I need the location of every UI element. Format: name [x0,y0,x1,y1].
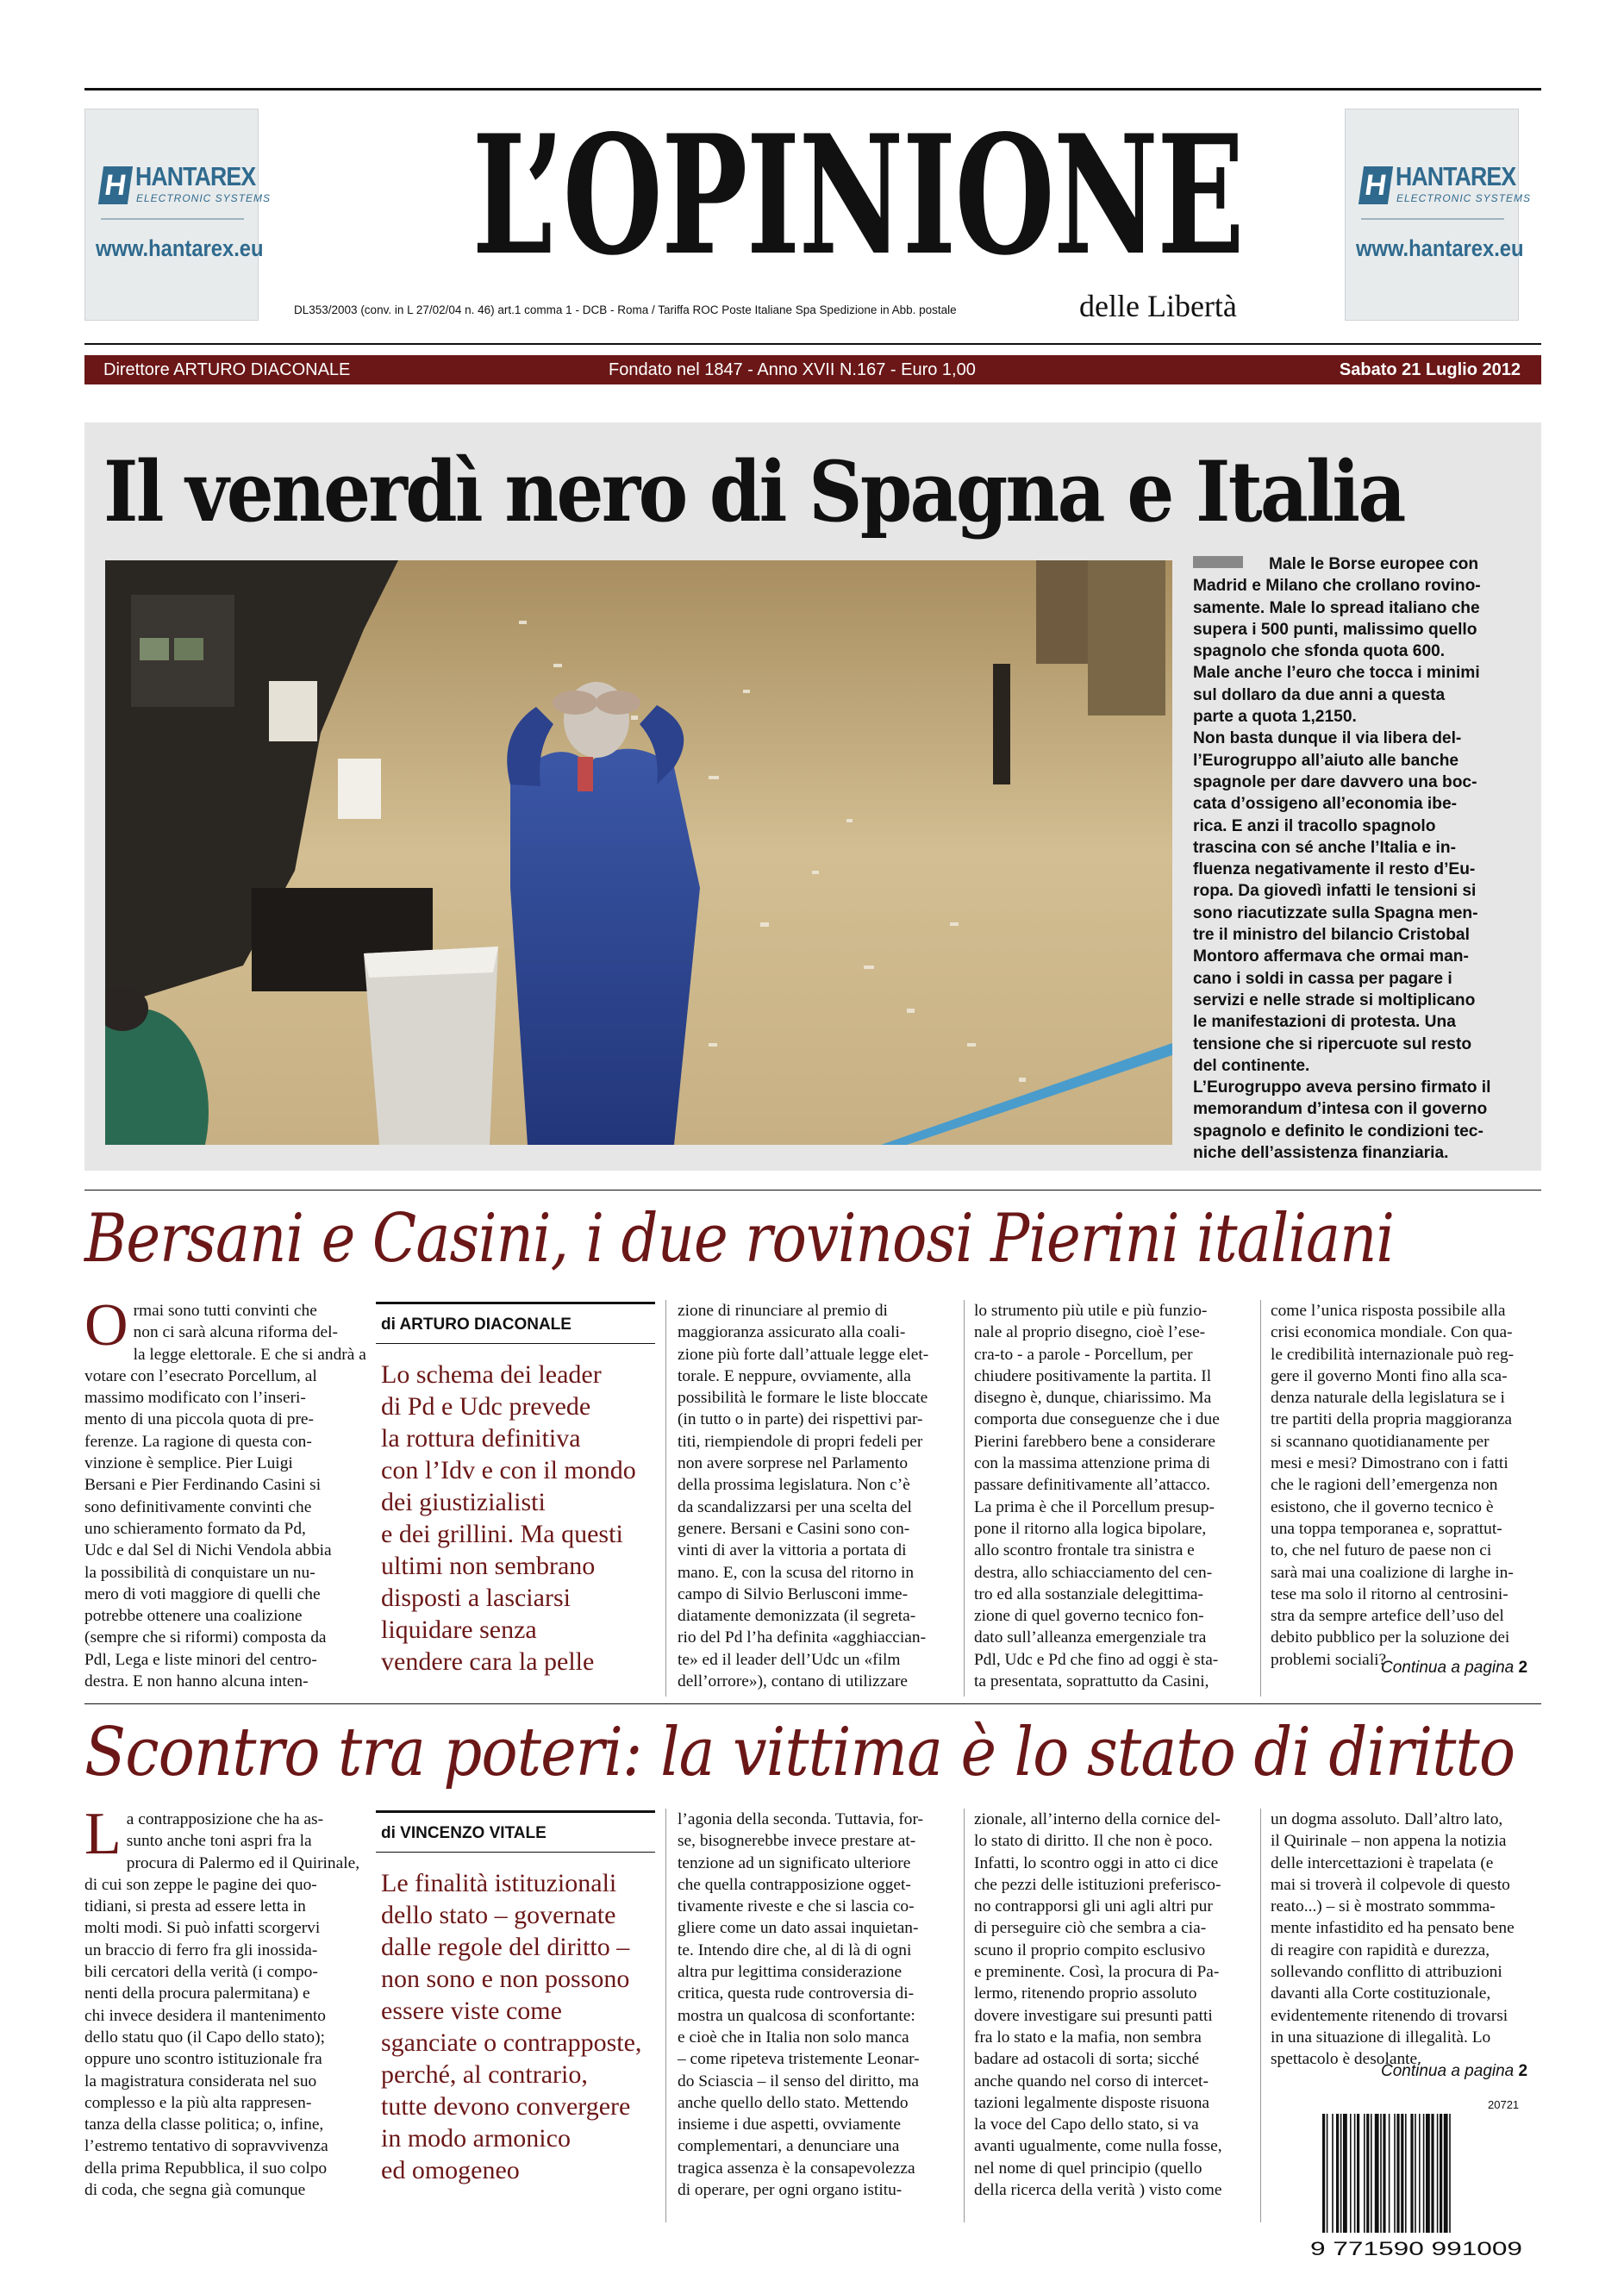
barcode-bar [1449,2114,1451,2233]
text-line: badare ad ostacoli di sorta; sicché [974,2050,1200,2069]
article1-headline[interactable]: Bersani e Casini, i due rovinosi Pierini italiani [84,1200,1395,1278]
text-line: dato sull’alleanza emergenziale tra [974,1628,1207,1647]
ad-url[interactable]: www.hantarex.eu [1356,235,1524,261]
text-line: che quella contrapposizione ogget- [678,1875,911,1894]
pull-quote-line: di Pd e Udc prevede [381,1392,591,1421]
text-line: esistono, che il governo tecnico è [1271,1497,1494,1516]
text-line: gliere come un dato assai inquietan- [678,1919,919,1938]
article1-col3 [678,1300,953,1692]
column-rule [1260,1300,1261,1697]
barcode-bar [1389,2114,1390,2233]
text-line: l’estremo tentativo di sopravvivenza [84,2137,328,2156]
text-line: una toppa temporanea e, soprattut- [1271,1519,1502,1538]
pull-quote-line: essere viste come [381,1997,562,2025]
text-line: della ricerca della verità ) visto come [974,2181,1222,2200]
ad-tagline: ELECTRONIC SYSTEMS [1396,192,1532,204]
barcode-bar [1410,2114,1413,2233]
text-line: scuno il proprio compito esclusivo [974,1940,1206,1959]
article2-headline[interactable]: Scontro tra poteri: la vittima è lo stato di diritto [84,1714,1515,1791]
pull-quote-line: vendere cara la pelle [381,1647,595,1676]
byline[interactable]: di VINCENZO VITALE [381,1824,547,1842]
lead-body-line: spagnole per dare davvero una boc- [1193,772,1477,791]
lead-headline[interactable]: Il venerdì nero di Spagna e Italia [103,443,1404,541]
lead-body-line: del continente. [1193,1056,1310,1075]
text-line: crisi economica mondiale. Con qua- [1271,1323,1513,1342]
barcode-bar [1375,2114,1379,2233]
column-rule [964,1300,965,1697]
barcode-bar [1405,2114,1407,2233]
lead-body-line: L’Eurogruppo aveva persino firmato il [1193,1078,1491,1097]
pull-quote-line: sganciate o contrapposte, [381,2028,642,2057]
text-line: La prima è che il Porcellum presup- [974,1497,1215,1516]
text-line: pone il ritorno alla logica bipolare, [974,1519,1207,1538]
lead-body-line: trascina con sé anche l’Italia e in- [1193,838,1456,857]
barcode-bar [1322,2114,1325,2233]
text-line: possibilità le formare le liste bloccate [678,1389,928,1408]
lead-body-line: Montoro affermava che ormai man- [1193,947,1469,966]
text-line: un dogma assoluto. Dall’altro lato, [1271,1810,1503,1828]
barcode-bar [1327,2114,1328,2233]
lead-body-line: sul dollaro da due anni a questa [1193,685,1446,704]
text-line: lo stato di diritto. Il che non è poco. [974,1832,1213,1851]
text-line: bili cercatori della verità (i compo- [84,1963,318,1982]
barcode-bar [1340,2114,1342,2233]
text-line: complesso e la più alta rappresen- [84,2093,312,2112]
text-line: complementari, a denunciare una [678,2137,900,2156]
lead-body-line: rica. E anzi il tracollo spagnolo [1193,816,1436,835]
barcode-bar [1343,2114,1347,2233]
lead-photo-trading-floor [105,560,1172,1145]
text-line: l’agonia della seconda. Tuttavia, for- [678,1810,924,1828]
text-line: rio del Pd l’ha definita «agghiaccian- [678,1628,927,1647]
text-line: Pierini farebbero bene a considerare [974,1432,1215,1451]
barcode-bar [1415,2114,1416,2233]
text-line: cra-to - a parole - Porcellum, per [974,1345,1193,1364]
article2-col1 [84,1801,360,2201]
text-line: il Quirinale – non appena la notizia [1271,1832,1507,1851]
lead-body-line: fluenza negativamente il resto d’Eu- [1193,860,1476,879]
article2-col4 [974,1809,1250,2201]
text-line: sunto anche toni aspri fra la [126,1832,312,1851]
text-line: mesi e mesi? Dimostrano con i fatti [1271,1454,1508,1473]
text-line: procura di Palermo ed il Quirinale, [126,1853,360,1872]
barcode-bar [1354,2114,1356,2233]
pull-quote-line: liquidare senza [381,1615,537,1644]
text-line: disegno è, dunque, chiarissimo. Ma [974,1389,1212,1408]
barcode-bar [1431,2114,1433,2233]
pull-quote-line: Le finalità istituzionali [381,1869,617,1897]
text-line: to, che nel futuro de paese non ci [1271,1541,1492,1560]
text-line: tenzione ad un significato ulteriore [678,1853,911,1872]
text-line: che le ragioni dell’emergenza non [1271,1476,1498,1495]
text-line: della prossima legislatura. Non c’è [678,1476,910,1495]
barcode-bar [1440,2114,1442,2233]
barcode-bar [1366,2114,1369,2233]
article1-col5 [1271,1300,1538,1671]
text-line: mero di voti maggiore di quelli che [84,1584,321,1603]
text-line: no contrapporsi gli uni agli altri pur [974,1897,1213,1916]
text-line: lermo, ritenendo proprio assoluto [974,1984,1197,2003]
text-line: spettacolo è desolante. [1271,2050,1421,2069]
text-line: le credibilità internazionale può reg- [1271,1345,1515,1364]
text-line: la legge elettorale. E che si andrà a [133,1345,366,1364]
barcode-bars [1307,2097,1527,2260]
barcode-bar [1426,2114,1430,2233]
postal-legal-line: DL353/2003 (conv. in L 27/02/04 n. 46) art.1 comma 1 - DCB - Roma / Tariffa ROC Poste Italiane Spa Spedizione in Abb. postale [294,303,957,316]
barcode-digits: 9 771590 991009 [1310,2238,1522,2259]
text-line: che pezzi delle istituzioni preferisco- [974,1875,1221,1894]
text-line: insieme i due aspetti, ovviamente [678,2115,902,2134]
text-line: Pdl, Udc e Pd che fino ad oggi è sta- [974,1650,1219,1669]
text-line: molti modi. Si può infatti scorgervi [84,1919,321,1938]
text-line: anche quando nel corso di intercet- [974,2072,1209,2090]
text-line: Pdl, Lega e liste minori del centro- [84,1650,317,1669]
text-line: uno schieramento formato da Pd, [84,1519,306,1538]
lead-body-line: tensione che si ripercuote sul resto [1193,1034,1472,1053]
text-line: di cui son zeppe le pagine dei quo- [84,1875,317,1894]
byline-rule [376,1343,655,1344]
continua-link[interactable]: Continua a pagina 2 [1381,1659,1528,1677]
text-line: tivamente riveste e che si lascia co- [678,1897,915,1916]
text-line: di operare, per ogni organo istitu- [678,2181,903,2200]
lead-body-line: ropa. Da giovedì infatti le tensioni si [1193,882,1477,901]
barcode-bar [1401,2114,1403,2233]
founded-issue-price: Fondato nel 1847 - Anno XVII N.167 - Euro 1,00 [609,360,976,379]
paragraph-marker-icon [1193,556,1243,568]
barcode-bar [1332,2114,1334,2233]
barcode-bar [1396,2114,1399,2233]
masthead-subtitle: delle Libertà [1079,289,1237,323]
text-line: vinzione è semplice. Pier Luigi [84,1454,293,1473]
text-line: chi invece desidera il mantenimento [84,2006,326,2025]
lead-story [84,422,1541,1171]
lead-body-line: spagnolo che sfonda quota 600. [1193,642,1446,661]
hantarex-ad-right[interactable] [1345,109,1532,321]
text-line: la possibilità di conquistare un nu- [84,1563,315,1582]
lead-body-line: l’Eurogruppo all’aiuto alle banche [1193,751,1459,770]
text-line: mostra un qualcosa di sconfortante: [678,2006,915,2025]
hantarex-logo [1361,161,1532,209]
text-line: sarà mai una coalizione di larghe in- [1271,1563,1514,1582]
text-line: avanti ugualmente, come nulla fosse, [974,2137,1222,2156]
byline-top-rule [376,1810,655,1813]
hantarex-logo-mark-icon: H [1359,166,1393,204]
text-line: te. Intendo dire che, al di là di ogni [678,1940,912,1959]
text-line: e cioè che in Italia non solo manca [678,2028,909,2047]
lead-body-line: le manifestazioni di protesta. Una [1193,1013,1456,1032]
text-line: con la massima attenzione prima di [974,1454,1211,1473]
text-line: massimo modificato con l’inseri- [84,1389,306,1408]
text-line: mente infastidito ed ha pensato bene [1271,1919,1515,1938]
continua-link[interactable]: Continua a pagina 2 [1381,2062,1528,2080]
pull-quote-line: con l’Idv e con il mondo [381,1456,636,1484]
text-line: – come ripeteva tristemente Leonar- [678,2050,920,2069]
pull-quote-line: tutte devono convergere [381,2092,631,2121]
article2-byline-box [376,1810,655,2190]
text-line: chiudere positivamente la partita. Il [974,1366,1212,1385]
column-rule [665,1809,666,2222]
text-line: passare definitivamente all’attacco. [974,1476,1211,1495]
lead-body-line: cata d’ossigeno all’economia ibe- [1193,795,1458,814]
text-line: genere. Bersani e Casini sono con- [678,1519,910,1538]
text-line: tidiani, si presta ad essere letta in [84,1897,306,1916]
lead-body-line: sono riacutizzate sulla Spagna men- [1193,903,1478,922]
text-line: zionale, all’interno della cornice del- [974,1810,1221,1828]
lead-body-line: servizi e nelle strade si moltiplicano [1193,991,1476,1009]
text-line: tragica assenza è la consapevolezza [678,2159,915,2178]
text-line: lo strumento più utile e più funzio- [974,1302,1208,1320]
text-line: non avere sorprese nel Parlamento [678,1454,909,1473]
barcode-bar [1350,2114,1352,2233]
text-line: tanza della classe politica; o, infine, [84,2115,324,2134]
lead-body-line: cano i soldi in cassa per pagare i [1193,969,1452,988]
pull-quote-line: e dei grillini. Ma questi [381,1520,623,1548]
text-line: se, bisognerebbe invece prestare at- [678,1832,916,1851]
barcode-bar [1444,2114,1448,2233]
text-line: tazioni legalmente disposte risuona [974,2093,1210,2112]
text-line: rmai sono tutti convinti che [133,1302,317,1320]
text-line: dovere investigare sui presunti patti [974,2006,1213,2025]
column-rule [665,1300,666,1697]
text-line: mano. E, con la scusa del ritorno in [678,1563,915,1582]
hantarex-ad-left[interactable] [84,109,272,321]
barcode-bar [1383,2114,1385,2233]
pull-quote [381,1867,641,2186]
text-line: di reagire con rapidità e durezza, [1271,1940,1490,1959]
text-line: comporta due conseguenze che i due [974,1410,1220,1429]
pull-quote-line: la rottura definitiva [381,1424,581,1453]
dropcap: O [84,1292,128,1359]
text-line: zione di quel governo tecnico fon- [974,1607,1204,1626]
text-line: sono definitivamente convinti che [84,1497,312,1516]
text-line: di perseguire ciò che sembra a cia- [974,1919,1207,1938]
text-line: potrebbe ottenere una coalizione [84,1607,303,1626]
text-line: (sempre che si riformi) composta da [84,1628,327,1647]
text-line: tre partiti della propria maggioranza [1271,1410,1512,1429]
text-line: destra. E non hanno alcuna inten- [84,1672,309,1691]
text-line: Bersani e Pier Ferdinando Casini si [84,1476,322,1495]
text-line: dell’orrore»), contano di utilizzare [678,1672,909,1691]
barcode-top-number: 20721 [1488,2098,1520,2111]
barcode-bar [1364,2114,1365,2233]
text-line: te» ed il leader dell’Udc un «film [678,1650,901,1669]
pull-quote-line: disposti a lasciarsi [381,1584,571,1612]
hantarex-logo-mark-icon: H [98,166,133,204]
text-line: mento di una piccola quota di pre- [84,1410,314,1429]
text-line: nenti della procura palermitana) e [84,1984,310,2003]
lead-body-line: parte a quota 1,2150. [1193,708,1357,727]
text-line: di coda, che segna già comunque [84,2181,306,2200]
text-line: ferenze. La ragione di questa con- [84,1432,312,1451]
barcode-bar [1394,2114,1396,2233]
text-line: la voce del Capo dello stato, si va [974,2115,1199,2134]
article2-col3 [678,1809,953,2201]
text-line: dello statu quo (il Capo dello stato); [84,2028,325,2047]
byline-rule [376,1852,655,1853]
text-line: problemi sociali? [1271,1650,1387,1669]
section-rule [84,1703,1541,1704]
barcode-bar [1371,2114,1372,2233]
dropcap: L [84,1801,122,1867]
text-line: a contrapposizione che ha as- [126,1810,324,1828]
barcode-bar [1419,2114,1421,2233]
text-line: votare con l’esecrato Porcellum, al [84,1366,317,1385]
text-line: diatamente demonizzata (il segreta- [678,1607,916,1626]
text-line: oppure uno scontro istituzionale fra [84,2050,322,2069]
text-line: nale al proprio disegno, cioè l’ese- [974,1323,1206,1342]
text-line: maggioranza assicurato alla coali- [678,1323,906,1342]
text-line: allo scontro frontale tra sinistra e [974,1541,1195,1560]
top-rule [84,88,1541,91]
pull-quote [381,1359,636,1678]
lead-body [1193,553,1526,1164]
text-line: (in tutto o in parte) dei rispettivi par- [678,1410,923,1429]
pull-quote-line: Lo schema dei leader [381,1360,602,1389]
info-band [84,355,1541,384]
text-line: debito pubblico per la soluzione dei [1271,1628,1510,1647]
lead-body-line: Madrid e Milano che crollano rovino- [1193,577,1481,596]
pull-quote-line: non sono e non possono [381,1965,630,1993]
text-line: vinti di aver la vittoria a portata di [678,1541,907,1560]
text-line: non ci sarà alcuna riforma del- [133,1323,338,1342]
text-line: anche quello dello stato. Mettendo [678,2093,909,2112]
text-line: gere il governo Monti fino alla sca- [1271,1366,1508,1385]
text-line: delle intercettazioni è trapelata (e [1271,1853,1494,1872]
article2-col5 [1271,1809,1538,2071]
text-line: come l’unica risposta possibile alla [1271,1302,1506,1320]
byline[interactable]: di ARTURO DIACONALE [381,1315,572,1334]
masthead-title: L’OPINIONE [472,99,1244,291]
lead-body-line: spagnolo e definito le condizioni tec- [1193,1122,1483,1140]
barcode-bar [1357,2114,1359,2233]
pull-quote-line: perché, al contrario, [381,2060,588,2089]
text-line: torale. E neppure, ovviamente, alla [678,1366,911,1385]
barcode-bar [1336,2114,1339,2233]
text-line: campo di Silvio Berlusconi imme- [678,1584,909,1603]
pull-quote-line: ultimi non sembrano [381,1552,596,1580]
text-line: altra pur legittima considerazione [678,1963,903,1982]
text-line: sollevando conflitto di attribuzioni [1271,1963,1502,1982]
text-line: ta presentata, soprattutto da Casini, [974,1672,1209,1691]
text-line: della prima Repubblica, il suo colpo [84,2159,328,2178]
article1-col4 [974,1300,1250,1692]
barcode-bar [1423,2114,1425,2233]
pull-quote-line: in modo armonico [381,2124,571,2153]
text-line: un braccio di ferro fra gli inossida- [84,1940,318,1959]
text-line: titi, riempiendole di propri fedeli per [678,1432,923,1451]
text-line: do Sciascia – il senso del diritto, ma [678,2072,920,2090]
column-rule [964,1809,965,2222]
text-line: Udc e dal Sel di Nichi Vendola abbia [84,1541,332,1560]
text-line: davanti alla Corte costituzionale, [1271,1984,1491,2003]
text-line: la magistratura considerata nel suo [84,2072,317,2090]
text-line: denza naturale della legislatura se i [1271,1389,1505,1408]
text-line: tro ed alla sostanziale delegittima- [974,1584,1203,1603]
lead-body-line: Non basta dunque il via libera del- [1193,729,1462,748]
text-line: evidentemente ritenendo di trovarsi [1271,2006,1508,2025]
issue-date: Sabato 21 Luglio 2012 [1339,360,1521,379]
text-line: tese ma solo il ritorno al centrosini- [1271,1584,1508,1603]
ad-brand: HANTAREX [135,161,256,191]
masthead-rule [84,343,1541,345]
text-line: nel nome di quel principio (quello [974,2159,1202,2178]
pull-quote-line: ed omogeneo [381,2156,520,2184]
director-label: Direttore ARTURO DIACONALE [103,360,351,379]
barcode [1307,2097,1527,2260]
barcode-bar [1380,2114,1382,2233]
text-line: da scandalizzarsi per una scelta del [678,1497,912,1516]
text-line: fra lo stato e la mafia, non sembra [974,2028,1202,2047]
text-line: reato...) – si è mostrato sommma- [1271,1897,1496,1916]
text-line: zione di rinunciare al premio di [678,1302,888,1320]
ad-url[interactable]: www.hantarex.eu [96,235,264,261]
text-line: in una situazione di illegalità. Lo [1271,2028,1491,2047]
text-line: e preminente. Così, la procura di Pa- [974,1963,1220,1982]
lead-body-line: Male anche l’euro che tocca i minimi [1193,664,1480,683]
ad-divider [1361,218,1504,220]
byline-top-rule [376,1302,655,1304]
text-line: zione più forte dall’attuale legge elet- [678,1345,929,1364]
ad-brand: HANTAREX [1396,161,1516,191]
pull-quote-line: dello stato – governate [381,1901,616,1929]
text-line: critica, questa rude controversia di- [678,1984,915,2003]
lead-body-line: memorandum d’intesa con il governo [1193,1100,1488,1119]
lead-body-line: tre il ministro del bilancio Cristobal [1193,926,1470,945]
ad-divider [101,218,244,220]
text-line: destra, allo schiacciamento del cen- [974,1563,1213,1582]
text-line: stra da sempre artefice dell’uso del [1271,1607,1504,1626]
hantarex-logo [101,161,272,209]
pull-quote-line: dalle regole del diritto – [381,1933,630,1961]
column-rule [1260,1809,1261,2222]
ad-tagline: ELECTRONIC SYSTEMS [136,192,272,204]
text-line: Infatti, lo scontro oggi in atto ci dice [974,1853,1219,1872]
lead-body-line: niche dell’assistenza finanziaria. [1193,1144,1449,1163]
pull-quote-line: dei giustizialisti [381,1488,546,1516]
text-line: si scannano quotidianamente per [1271,1432,1490,1451]
text-line: mai si troverà il colpevole di questo [1271,1875,1510,1894]
barcode-bar [1437,2114,1439,2233]
lead-body-line: supera i 500 punti, malissimo quello [1193,620,1477,639]
article1-col1 [84,1292,366,1692]
lead-body-line: Male le Borse europee con [1193,553,1526,575]
lead-body-line: samente. Male lo spread italiano che [1193,598,1480,617]
article1-byline-box [376,1302,655,1681]
